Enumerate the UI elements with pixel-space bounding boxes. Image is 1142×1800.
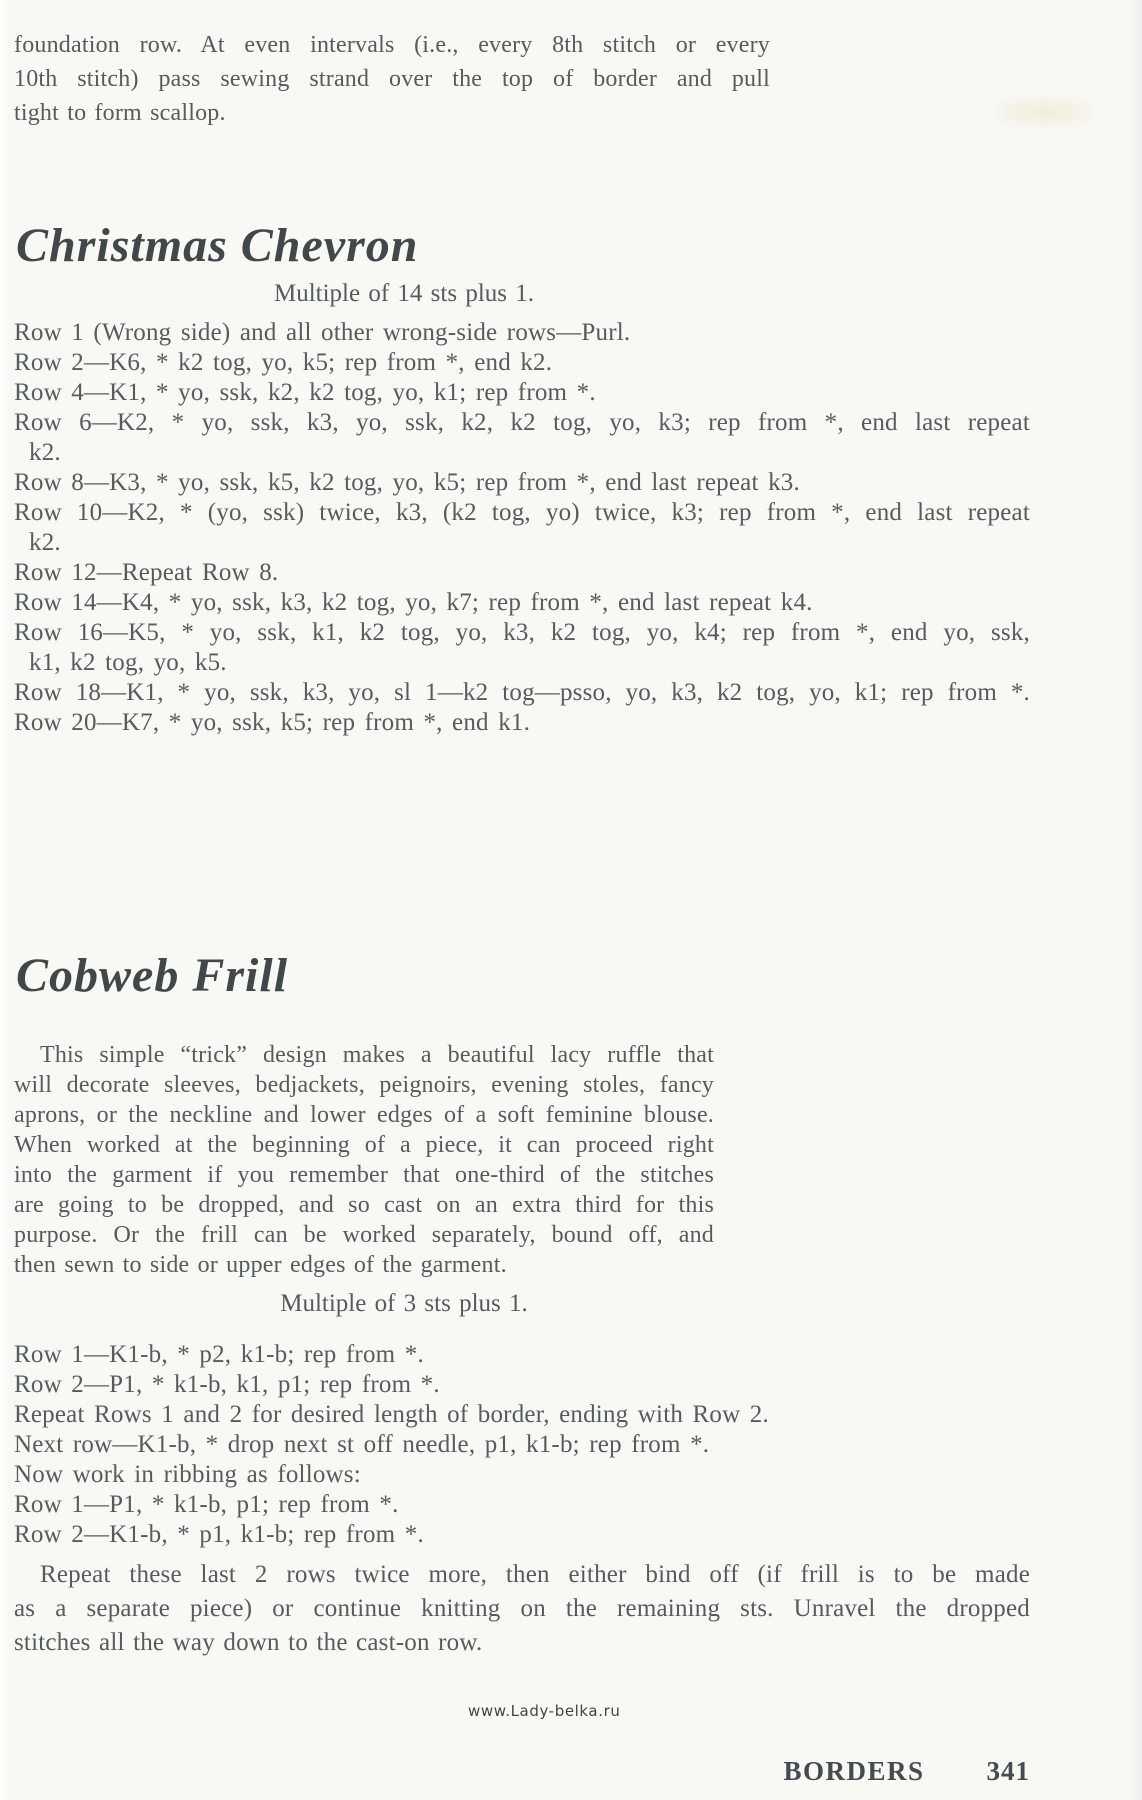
- text-line: 10th stitch) pass sewing strand over the top of border and pull: [14, 66, 770, 92]
- pattern-row-line: Row 20—K7, * yo, ssk, k5; rep from *, end k1.: [14, 709, 531, 736]
- pattern-row-line: Row 10—K2, * (yo, ssk) twice, k3, (k2 tog, yo) twice, k3; rep from *, end last repeat: [14, 499, 1030, 526]
- text-line: Repeat these last 2 rows twice more, then either bind off (if frill is to be made: [40, 1561, 1030, 1588]
- footer-page-number: 341: [986, 1756, 1030, 1786]
- watermark-url-text: www.Lady-belka.ru: [468, 1702, 621, 1720]
- multiple-note-cobweb: Multiple of 3 sts plus 1.: [280, 1290, 528, 1317]
- scan-edge-right: [1128, 0, 1142, 1800]
- scan-edge-left: [0, 0, 10, 1800]
- pattern-row-line: k2.: [29, 439, 61, 466]
- pattern-row-line: k1, k2 tog, yo, k5.: [29, 649, 227, 676]
- pattern-row-line: Repeat Rows 1 and 2 for desired length of border, ending with Row 2.: [14, 1401, 769, 1428]
- text-line: tight to form scallop.: [14, 100, 226, 126]
- pattern-row-line: Row 12—Repeat Row 8.: [14, 559, 279, 586]
- text-line: foundation row. At even intervals (i.e., every 8th stitch or every: [14, 32, 770, 58]
- cobweb-closing-paragraph: [14, 1558, 1030, 1660]
- text-line: are going to be dropped, and so cast on an extra third for this: [14, 1192, 714, 1218]
- pattern-rows-chevron: [14, 318, 1030, 738]
- pattern-row-line: Row 1—K1-b, * p2, k1-b; rep from *.: [14, 1341, 424, 1368]
- pattern-row-line: Row 18—K1, * yo, ssk, k3, yo, sl 1—k2 tog—psso, yo, k3, k2 tog, yo, k1; rep from *.: [14, 679, 1030, 706]
- multiple-note-chevron: Multiple of 14 sts plus 1.: [273, 280, 534, 307]
- text-line: When worked at the beginning of a piece, it can proceed right: [14, 1132, 714, 1158]
- pattern-row-line: Row 16—K5, * yo, ssk, k1, k2 tog, yo, k3, k2 tog, yo, k4; rep from *, end yo, ssk,: [14, 619, 1030, 646]
- pattern-row-line: Now work in ribbing as follows:: [14, 1461, 361, 1488]
- pattern-row-line: Row 4—K1, * yo, ssk, k2, k2 tog, yo, k1; rep from *.: [14, 379, 596, 406]
- pattern-row-line: Row 2—K6, * k2 tog, yo, k5; rep from *, end k2.: [14, 349, 553, 376]
- text-line: as a separate piece) or continue knitting on the remaining sts. Unravel the dropped: [14, 1595, 1030, 1622]
- pattern-row-line: Row 2—K1-b, * p1, k1-b; rep from *.: [14, 1521, 424, 1548]
- text-line: purpose. Or the frill can be worked separately, bound off, and: [14, 1222, 714, 1248]
- pattern-rows-cobweb: [14, 1340, 1030, 1550]
- text-line: will decorate sleeves, bedjackets, peignoirs, evening stoles, fancy: [14, 1072, 714, 1098]
- pattern-row-line: Next row—K1-b, * drop next st off needle, p1, k1-b; rep from *.: [14, 1431, 710, 1458]
- page-footer: [783, 1756, 1030, 1787]
- text-line: This simple “trick” design makes a beautiful lacy ruffle that: [40, 1042, 714, 1068]
- pattern-row-line: Row 1—P1, * k1-b, p1; rep from *.: [14, 1491, 399, 1518]
- section-heading-christmas-chevron: Christmas Chevron: [16, 219, 419, 272]
- text-line: into the garment if you remember that one-third of the stitches: [14, 1162, 714, 1188]
- footer-section-label: BORDERS: [783, 1756, 925, 1786]
- pattern-row-line: Row 6—K2, * yo, ssk, k3, yo, ssk, k2, k2 tog, yo, k3; rep from *, end last repeat: [14, 409, 1030, 436]
- text-line: stitches all the way down to the cast-on row.: [14, 1629, 483, 1656]
- pattern-row-line: Row 2—P1, * k1-b, k1, p1; rep from *.: [14, 1371, 440, 1398]
- text-line: then sewn to side or upper edges of the garment.: [14, 1252, 507, 1278]
- scan-artifact: [998, 98, 1090, 126]
- intro-paragraph: [14, 28, 770, 130]
- text-line: aprons, or the neckline and lower edges of a soft feminine blouse.: [14, 1102, 714, 1128]
- pattern-row-line: Row 14—K4, * yo, ssk, k3, k2 tog, yo, k7; rep from *, end last repeat k4.: [14, 589, 813, 616]
- pattern-row-line: k2.: [29, 529, 61, 556]
- pattern-row-line: Row 1 (Wrong side) and all other wrong-side rows—Purl.: [14, 319, 631, 346]
- section-heading-cobweb-frill: Cobweb Frill: [16, 949, 289, 1002]
- cobweb-description-paragraph: [14, 1040, 714, 1280]
- pattern-row-line: Row 8—K3, * yo, ssk, k5, k2 tog, yo, k5; rep from *, end last repeat k3.: [14, 469, 800, 496]
